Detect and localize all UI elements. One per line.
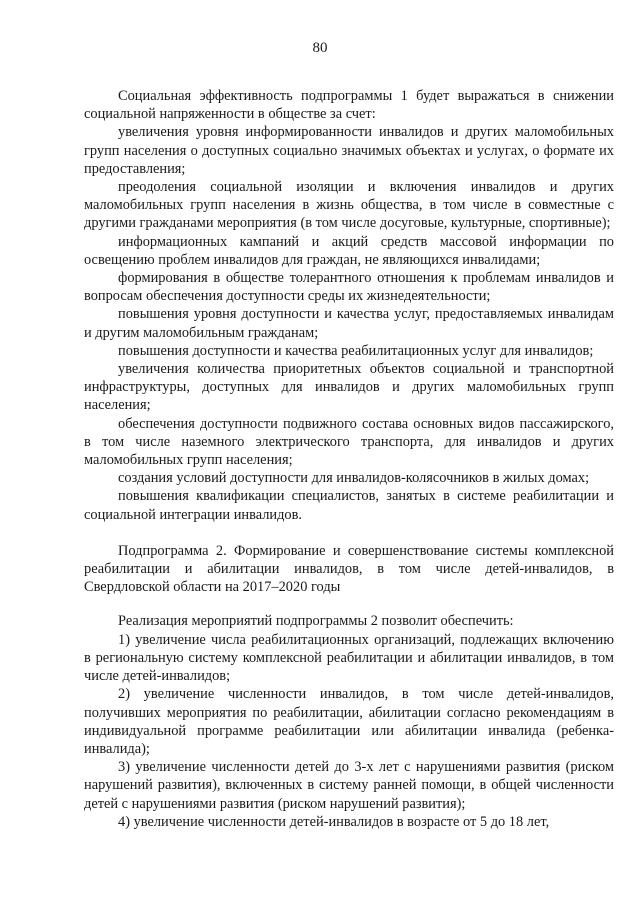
list-item: 3) увеличение численности детей до 3-х лет с нарушениями развития (риском нарушений развития), включенных в систему ранней помощи, в общей численности детей с нарушениями развития (риском нарушений развития); xyxy=(84,759,614,812)
list-item: создания условий доступности для инвалидов-колясочников в жилых домах; xyxy=(118,470,590,487)
subprogram-heading: Подпрограмма 2. Формирование и совершенствование системы комплексной реабилитации и абилитации инвалидов, в том числе детей-инвалидов, в Свердловской области на 2017–2020 годы xyxy=(84,542,614,596)
list-item: преодоления социальной изоляции и включения инвалидов и других маломобильных групп населения в жизнь общества, в том числе в совместные с другими гражданами мероприятия (в том числе досуговые, культурные, спортивные); xyxy=(84,179,614,232)
list-item: информационных кампаний и акций средств массовой информации по освещению проблем инвалидов для граждан, не являющихся инвалидами; xyxy=(84,233,614,268)
list-item: формирования в обществе толерантного отношения к проблемам инвалидов и вопросам обеспечения доступности среды их жизнедеятельности; xyxy=(84,270,614,305)
spacer xyxy=(84,596,614,612)
list-item: обеспечения доступности подвижного состава основных видов пассажирского, в том числе наземного электрического транспорта, для инвалидов и других маломобильных групп населения; xyxy=(84,415,614,469)
spacer xyxy=(84,524,614,542)
realization-intro: Реализация мероприятий подпрограммы 2 позволит обеспечить: xyxy=(118,613,514,630)
list-item: повышения доступности и качества реабилитационных услуг для инвалидов; xyxy=(118,342,594,359)
list-item: 4) увеличение численности детей-инвалидов в возрасте от 5 до 18 лет, xyxy=(118,813,550,830)
intro-paragraph: Социальная эффективность подпрограммы 1 будет выражаться в снижении социальной напряженности в обществе за счет: xyxy=(84,88,614,123)
list-item: повышения квалификации специалистов, занятых в системе реабилитации и социальной интеграции инвалидов. xyxy=(84,488,614,523)
list-item: увеличения количества приоритетных объектов социальной и транспортной инфраструктуры, доступных для инвалидов и других маломобильных групп населения; xyxy=(84,361,614,414)
page-number: 80 xyxy=(312,40,328,56)
document-body xyxy=(84,87,614,831)
list-item: увеличения уровня информированности инвалидов и других маломобильных групп населения о доступных социально значимых объектах и услугах, о формате их предоставления; xyxy=(84,124,614,177)
list-item: повышения уровня доступности и качества услуг, предоставляемых инвалидам и другим маломобильным гражданам; xyxy=(84,306,614,341)
list-item: 1) увеличение числа реабилитационных организаций, подлежащих включению в региональную систему комплексной реабилитации и абилитации инвалидов, в том числе детей-инвалидов; xyxy=(84,631,614,685)
list-item: 2) увеличение численности инвалидов, в том числе детей-инвалидов, получивших мероприятия по реабилитации, абилитации согласно рекомендациям в индивидуальной программе реабилитации или абилитации инвалида (ребенка-инвалида); xyxy=(84,686,614,757)
